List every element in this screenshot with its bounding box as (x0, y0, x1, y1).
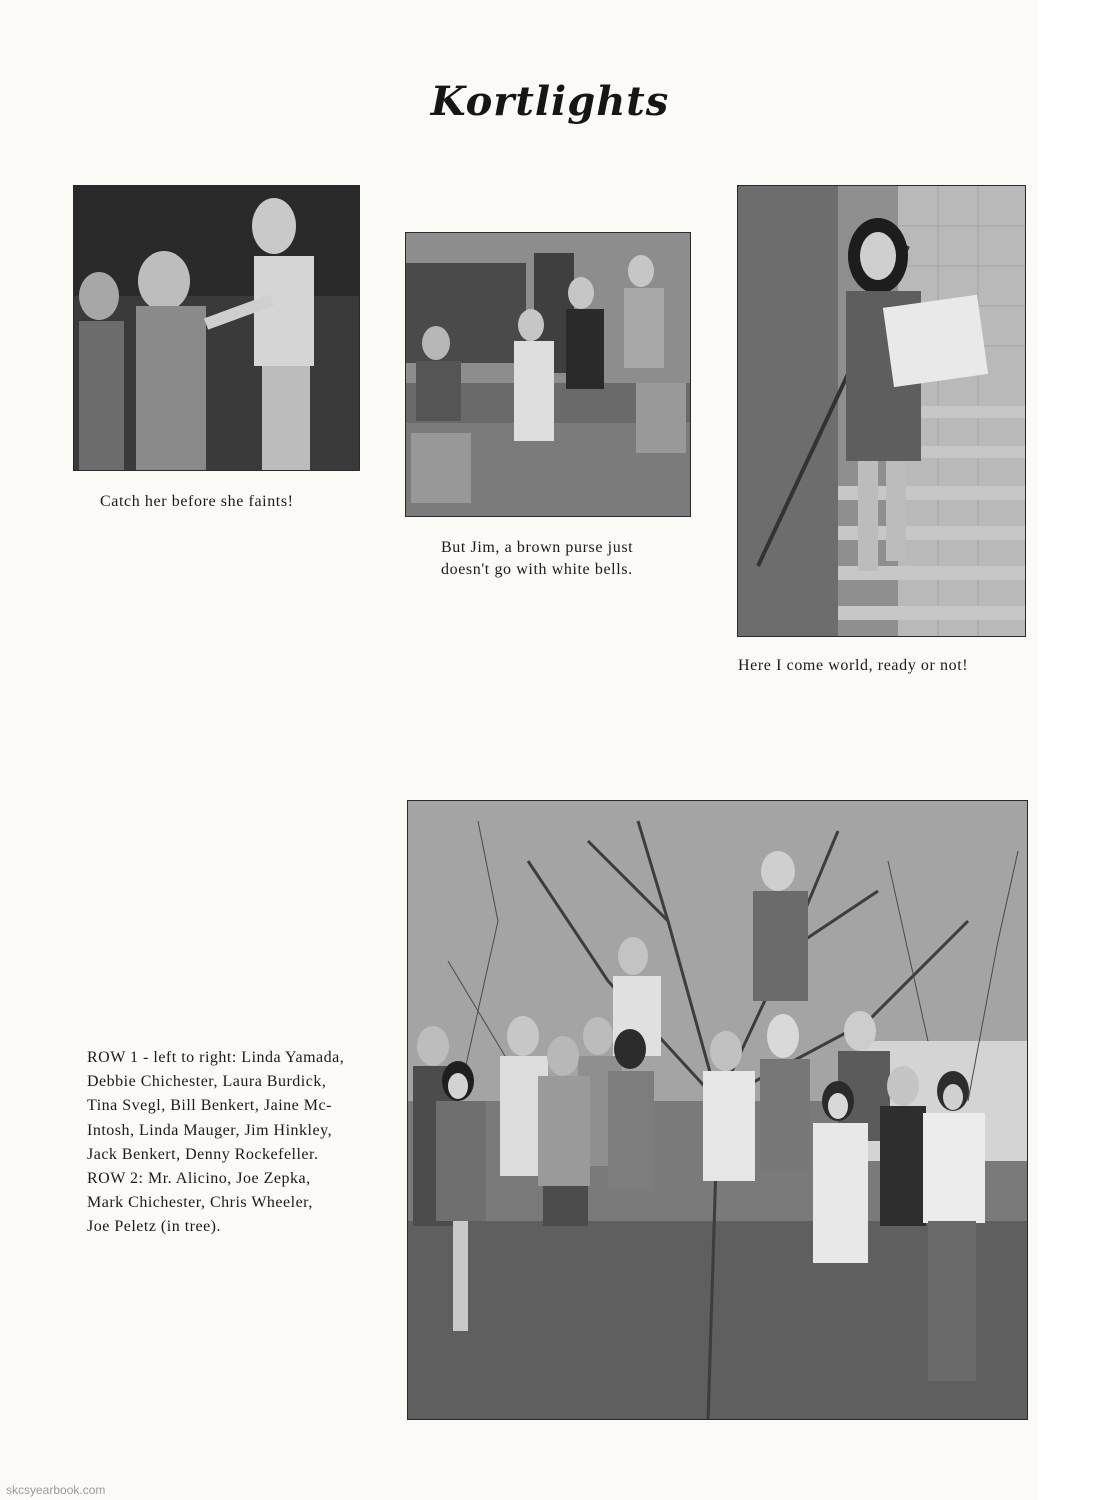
roster-line: Mark Chichester, Chris Wheeler, (87, 1194, 313, 1212)
caption-classroom-line-1: But Jim, a brown purse just (441, 539, 634, 556)
roster-line: Tina Svegl, Bill Benkert, Jaine Mc- (87, 1097, 332, 1115)
roster-line: Intosh, Linda Mauger, Jim Hinkley, (87, 1121, 333, 1139)
page-title: Kortlights (430, 78, 670, 125)
roster-line: Debbie Chichester, Laura Burdick, (87, 1073, 327, 1091)
site-watermark: skcsyearbook.com (6, 1483, 106, 1497)
caption-dance: Catch her before she faints! (100, 493, 294, 510)
group-roster (87, 1046, 397, 1240)
roster-line: Joe Peletz (in tree). (87, 1218, 221, 1236)
roster-line: Jack Benkert, Denny Rockefeller. (87, 1145, 319, 1163)
caption-stairs: Here I come world, ready or not! (738, 657, 969, 674)
roster-line: ROW 2: Mr. Alicino, Joe Zepka, (87, 1170, 311, 1188)
page-margin (1038, 0, 1100, 1500)
photo-group (407, 800, 1028, 1420)
caption-classroom (441, 537, 633, 581)
photo-dance (73, 185, 360, 471)
photo-stairs (737, 185, 1026, 637)
photo-classroom (405, 232, 691, 517)
caption-classroom-line-2: doesn't go with white bells. (441, 561, 633, 578)
roster-line: ROW 1 - left to right: Linda Yamada, (87, 1049, 345, 1066)
